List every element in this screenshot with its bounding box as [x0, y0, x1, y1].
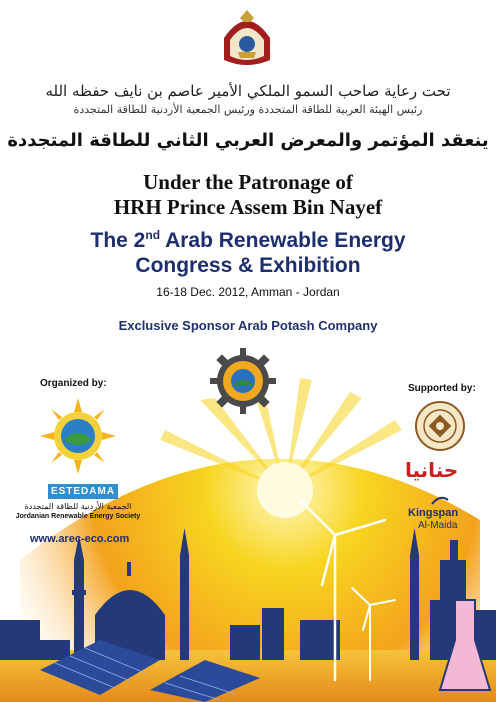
society-name-arabic: الجمعية الأردنية للطاقة المتجددة	[24, 502, 132, 511]
title-ordinal: nd	[145, 228, 161, 242]
hanania-logo: حنانيا	[405, 458, 459, 482]
supporter-emblem-logo	[412, 400, 468, 452]
patronage-line: Under the Patronage of	[143, 170, 353, 194]
patron-name: HRH Prince Assem Bin Nayef	[113, 195, 383, 219]
exclusive-sponsor: Exclusive Sponsor Arab Potash Company	[118, 318, 378, 333]
arabic-patronage-line: تحت رعاية صاحب السمو الملكي الأمير عاصم بن نايف حفظه الله	[45, 82, 451, 100]
title-rest: Arab Renewable Energy	[160, 229, 406, 252]
gear-emblem-logo	[210, 348, 276, 414]
arab-renewable-energy-commission-logo	[40, 398, 116, 474]
jordan-coat-of-arms-emblem	[220, 8, 274, 72]
arabic-title-subline: رئيس الهيئة العربية للطاقة المتجددة ورئيس الجمعية الأردنية للطاقة المتجددة	[73, 103, 423, 116]
title-prefix: The 2	[90, 229, 146, 252]
kingspan-swirl-icon	[430, 494, 450, 506]
website-link[interactable]: www.arec-eco.com	[30, 533, 130, 545]
society-name-english: Jordanian Renewable Energy Society	[15, 513, 141, 520]
estedama-logo: ESTEDAMA	[48, 484, 118, 499]
arabic-event-title: ينعقد المؤتمر والمعرض العربي الثاني للطاقة المتجددة	[7, 130, 489, 151]
event-dates-location: 16-18 Dec. 2012, Amman - Jordan	[156, 285, 340, 299]
al-maida-logo: Al-Maida	[418, 520, 458, 531]
organized-by-label: Organized by:	[40, 378, 107, 389]
supported-by-label: Supported by:	[408, 383, 476, 394]
kingspan-logo: Kingspan	[408, 507, 459, 519]
sun	[257, 462, 313, 518]
event-title-line-1	[0, 228, 496, 253]
event-title-line-2: Congress & Exhibition	[135, 254, 361, 277]
